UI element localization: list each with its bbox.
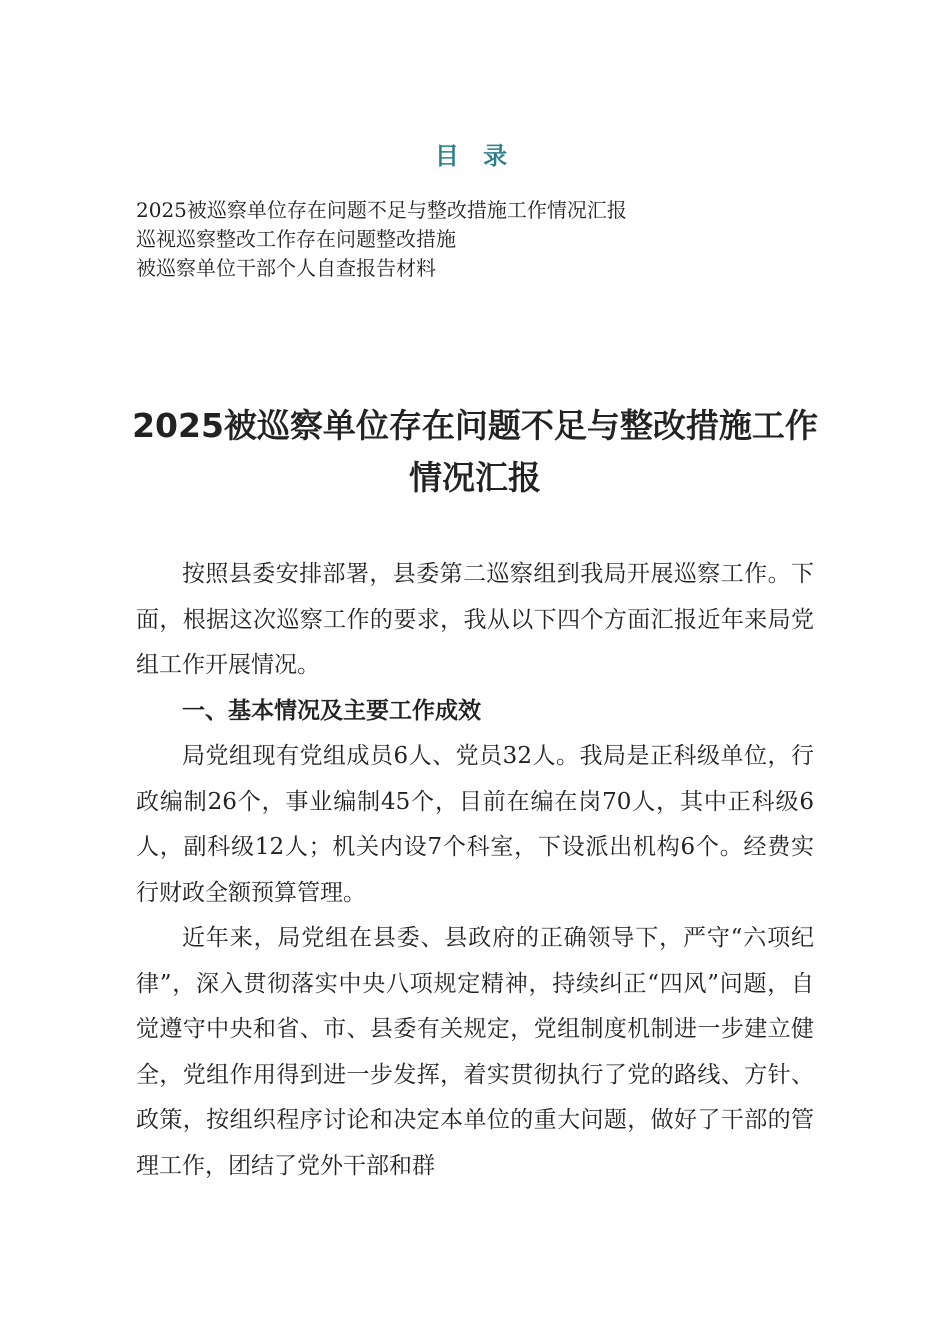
paragraph: 局党组现有党组成员6人、党员32人。我局是正科级单位，行政编制26个，事业编制45个，目前在编在岗70人，其中正科级6人，副科级12人；机关内设7个科室，下设派出机构6个。经费实行财政全额预算管理。	[136, 743, 814, 906]
toc-item[interactable]: 巡视巡察整改工作存在问题整改措施	[136, 227, 456, 251]
paragraph: 按照县委安排部署，县委第二巡察组到我局开展巡察工作。下面，根据这次巡察工作的要求，我从以下四个方面汇报近年来局党组工作开展情况。	[136, 561, 814, 678]
toc-title: 目 录	[434, 142, 516, 170]
toc-item[interactable]: 2025被巡察单位存在问题不足与整改措施工作情况汇报	[136, 198, 627, 222]
toc-item[interactable]: 被巡察单位干部个人自查报告材料	[136, 256, 436, 280]
toc-list	[136, 196, 836, 283]
document-body	[136, 552, 814, 1189]
document-title: 2025被巡察单位存在问题不足与整改措施工作情况汇报	[132, 406, 818, 497]
paragraph: 近年来，局党组在县委、县政府的正确领导下，严守“六项纪律”，深入贯彻落实中央八项规定精神，持续纠正“四风”问题，自觉遵守中央和省、市、县委有关规定，党组制度机制进一步建立健全，党组作用得到进一步发挥，着实贯彻执行了党的路线、方针、政策，按组织程序讨论和决定本单位的重大问题，做好了干部的管理工作，团结了党外干部和群	[136, 925, 814, 1179]
section-heading: 一、基本情况及主要工作成效	[182, 697, 481, 724]
